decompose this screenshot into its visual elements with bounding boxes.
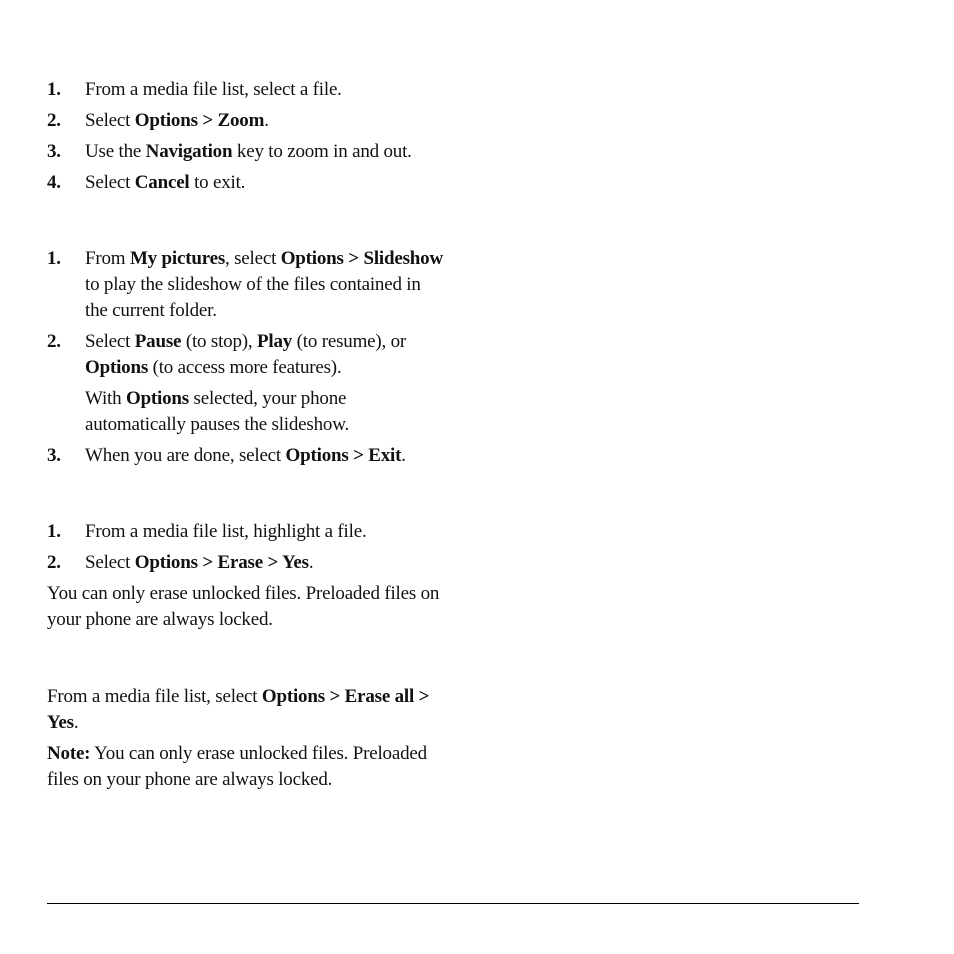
step-text: .: [264, 110, 269, 131]
slideshow-step-3: [47, 443, 447, 469]
step-text: Select: [85, 331, 135, 352]
instruction-text: From a media file list, select: [47, 686, 262, 707]
key-name: Cancel: [134, 172, 190, 193]
erase-note: You can only erase unlocked files. Preloaded files on your phone are always locked.: [47, 583, 440, 630]
step-text: Select: [85, 552, 135, 573]
step-text: Use the: [85, 141, 146, 162]
step-number: 4.: [47, 172, 61, 193]
menu-path: Options > Erase all > Yes: [47, 686, 430, 733]
step-number: 2.: [47, 331, 61, 352]
step-text: From: [85, 248, 130, 269]
step-text: .: [401, 445, 406, 466]
step-text: to play the slideshow of the files contained in the current folder.: [85, 274, 421, 321]
step-number: 3.: [47, 445, 61, 466]
key-name: Pause: [134, 331, 182, 352]
footer-rule: [47, 903, 859, 904]
step-text: key to zoom in and out.: [232, 141, 412, 162]
erase-all-instruction: [47, 684, 447, 736]
step-text: selected, your phone automatically pauses the slideshow.: [85, 388, 350, 435]
zoom-step-2: [47, 108, 447, 134]
step-text: (to stop),: [181, 331, 258, 352]
step-text: Select: [85, 110, 135, 131]
key-name: Options: [85, 357, 149, 378]
step-text: From a media file list, highlight a file.: [85, 521, 367, 542]
erase-step-1: [47, 519, 447, 545]
step-number: 1.: [47, 521, 61, 542]
slideshow-step-1: [47, 246, 447, 324]
step-text: From a media file list, select a file.: [85, 79, 342, 100]
key-name: Navigation: [145, 141, 233, 162]
folder-name: My pictures: [129, 248, 226, 269]
step-text: When you are done, select: [85, 445, 286, 466]
key-name: Options: [125, 388, 189, 409]
menu-path: Options > Erase > Yes: [134, 552, 309, 573]
step-text: (to resume), or: [292, 331, 407, 352]
step-text: With: [85, 388, 126, 409]
step-number: 3.: [47, 141, 61, 162]
step-number: 2.: [47, 110, 61, 131]
step-text: .: [308, 552, 314, 573]
step-number: 1.: [47, 248, 61, 269]
menu-path: Options > Slideshow: [280, 248, 443, 269]
slideshow-step-2: [47, 329, 447, 381]
key-name: Play: [257, 331, 293, 352]
zoom-step-4: [47, 170, 447, 196]
zoom-steps: [47, 77, 447, 201]
step-text: (to access more features).: [148, 357, 342, 378]
step-text: Select: [85, 172, 135, 193]
menu-path: Options > Zoom: [134, 110, 265, 131]
note-label: Note:: [47, 743, 91, 764]
note-text: You can only erase unlocked files. Preloaded files on your phone are always locked.: [47, 743, 427, 790]
zoom-step-1: [47, 77, 447, 103]
step-number: 2.: [47, 552, 61, 573]
erase-steps: [47, 519, 447, 638]
zoom-step-3: [47, 139, 447, 165]
step-number: 1.: [47, 79, 61, 100]
step-text: , select: [225, 248, 281, 269]
step-text: to exit.: [189, 172, 246, 193]
instruction-text: .: [73, 712, 79, 733]
erase-step-2: [47, 550, 447, 576]
erase-all-note: [47, 741, 447, 793]
slideshow-step-2-detail: [47, 386, 447, 438]
erase-all-section: [47, 684, 447, 798]
menu-path: Options > Exit: [285, 445, 402, 466]
slideshow-steps: [47, 246, 447, 474]
